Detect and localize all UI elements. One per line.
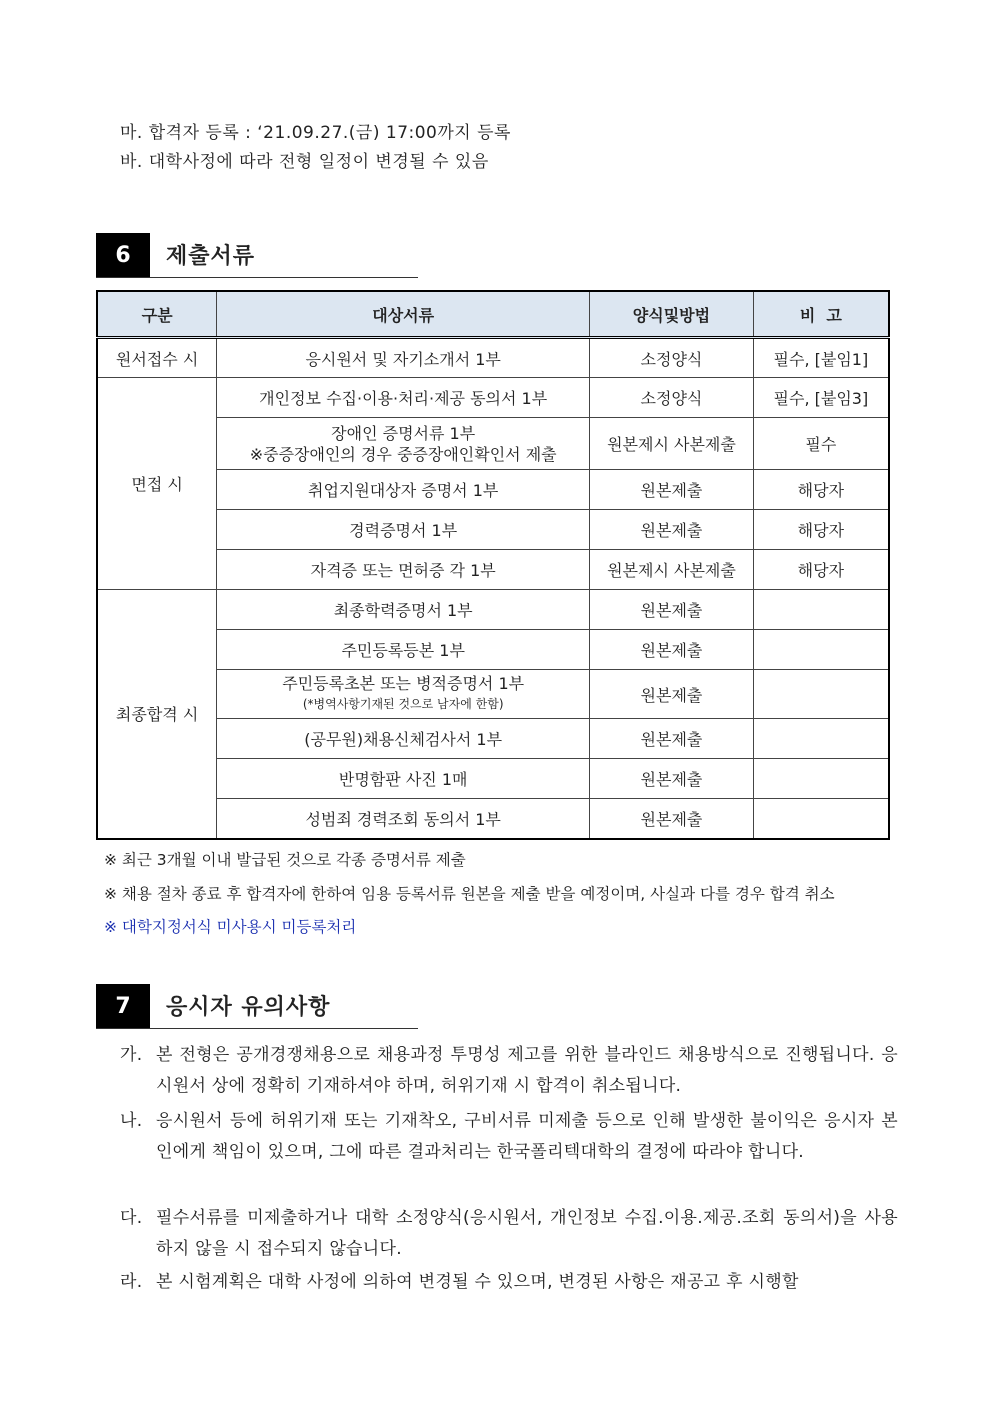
document-cell	[217, 418, 590, 470]
document-cell	[217, 670, 590, 719]
remark: 해당자	[753, 510, 889, 550]
table-row	[97, 719, 889, 759]
section-6-number: 6	[96, 233, 150, 277]
document-name: 자격증 또는 면허증 각 1부	[217, 550, 590, 590]
documents-table	[96, 290, 890, 840]
header-remark: 비 고	[753, 291, 889, 338]
notice-item-da	[120, 1203, 898, 1265]
remark: 필수, [붙임3]	[753, 378, 889, 418]
document-name: 최종학력증명서 1부	[217, 590, 590, 630]
table-row	[97, 759, 889, 799]
group-label: 원서접수 시	[97, 338, 217, 378]
document-note: ※중증장애인의 경우 중증장애인확인서 제출	[249, 444, 557, 464]
table-note-1: ※ 최근 3개월 이내 발급된 것으로 각종 증명서류 제출	[104, 851, 466, 869]
document-note: (*병역사항기재된 것으로 남자에 한함)	[302, 697, 504, 711]
schedule-item-ma: 마. 합격자 등록 : ‘21.09.27.(금) 17:00까지 등록	[120, 123, 511, 143]
section-7-title: 응시자 유의사항	[166, 995, 331, 1020]
item-marker: 다.	[120, 1208, 143, 1228]
item-text: 본 시험계획은 대학 사정에 의하여 변경될 수 있으며, 변경된 사항은 재공고 후 시행할	[156, 1272, 799, 1292]
method: 원본제출	[590, 670, 754, 719]
table-row	[97, 418, 889, 470]
document-name: 주민등록등본 1부	[217, 630, 590, 670]
group-label: 면접 시	[97, 378, 217, 590]
table-row	[97, 470, 889, 510]
table-row	[97, 378, 889, 418]
remark	[753, 759, 889, 799]
section-6-heading	[96, 233, 418, 278]
schedule-item-ba: 바. 대학사정에 따라 전형 일정이 변경될 수 있음	[120, 152, 489, 172]
method: 원본제출	[590, 510, 754, 550]
method: 원본제시 사본제출	[590, 550, 754, 590]
table-header-row	[97, 291, 889, 338]
document-name: 주민등록초본 또는 병적증명서 1부	[282, 674, 525, 693]
item-text: 필수서류를 미제출하거나 대학 소정양식(응시원서, 개인정보 수집.이용.제공.조회 동의서)을 사용하지 않을 시 접수되지 않습니다.	[156, 1208, 898, 1259]
table-note-3: ※ 대학지정서식 미사용시 미등록처리	[104, 918, 357, 936]
method: 원본제출	[590, 799, 754, 839]
item-marker: 가.	[120, 1045, 143, 1065]
notice-item-ra	[120, 1267, 898, 1298]
header-method: 양식및방법	[590, 291, 754, 338]
section-7-number: 7	[96, 984, 150, 1028]
document-name: 반명함판 사진 1매	[217, 759, 590, 799]
section-7-heading	[96, 984, 418, 1029]
remark	[753, 590, 889, 630]
document-name: (공무원)채용신체검사서 1부	[217, 719, 590, 759]
document-name: 취업지원대상자 증명서 1부	[217, 470, 590, 510]
table-row	[97, 630, 889, 670]
method: 원본제출	[590, 630, 754, 670]
table-row	[97, 510, 889, 550]
header-category: 구분	[97, 291, 217, 338]
table-row	[97, 799, 889, 839]
item-marker: 라.	[120, 1272, 143, 1292]
table-note-2: ※ 채용 절차 종료 후 합격자에 한하여 임용 등록서류 원본을 제출 받을 예정이며, 사실과 다를 경우 합격 취소	[104, 885, 835, 903]
table-row	[97, 550, 889, 590]
method: 소정양식	[590, 338, 754, 378]
method: 원본제출	[590, 759, 754, 799]
document-name: 성범죄 경력조회 동의서 1부	[217, 799, 590, 839]
document-name: 개인정보 수집·이용·처리·제공 동의서 1부	[217, 378, 590, 418]
table-row	[97, 670, 889, 719]
section-6-title: 제출서류	[166, 244, 256, 269]
document-name: 경력증명서 1부	[217, 510, 590, 550]
remark	[753, 799, 889, 839]
remark	[753, 630, 889, 670]
item-marker: 나.	[120, 1111, 143, 1131]
remark	[753, 719, 889, 759]
method: 원본제출	[590, 470, 754, 510]
table-row	[97, 590, 889, 630]
method: 소정양식	[590, 378, 754, 418]
item-text: 본 전형은 공개경쟁채용으로 채용과정 투명성 제고를 위한 블라인드 채용방식으로 진행됩니다. 응시원서 상에 정확히 기재하셔야 하며, 허위기재 시 합격이 취소됩니다.	[156, 1045, 898, 1096]
remark: 필수	[753, 418, 889, 470]
method: 원본제출	[590, 719, 754, 759]
document-name: 장애인 증명서류 1부	[331, 423, 476, 443]
document-name: 응시원서 및 자기소개서 1부	[217, 338, 590, 378]
method: 원본제출	[590, 590, 754, 630]
header-document: 대상서류	[217, 291, 590, 338]
remark: 해당자	[753, 550, 889, 590]
notice-item-ga	[120, 1040, 898, 1102]
method: 원본제시 사본제출	[590, 418, 754, 470]
remark: 필수, [붙임1]	[753, 338, 889, 378]
notice-item-na	[120, 1106, 898, 1168]
group-label: 최종합격 시	[97, 590, 217, 839]
item-text: 응시원서 등에 허위기재 또는 기재착오, 구비서류 미제출 등으로 인해 발생한 불이익은 응시자 본인에게 책임이 있으며, 그에 따른 결과처리는 한국폴리텍대학의 결정에 따라야 합니다.	[156, 1111, 898, 1162]
remark: 해당자	[753, 470, 889, 510]
remark	[753, 670, 889, 719]
table-row	[97, 338, 889, 378]
